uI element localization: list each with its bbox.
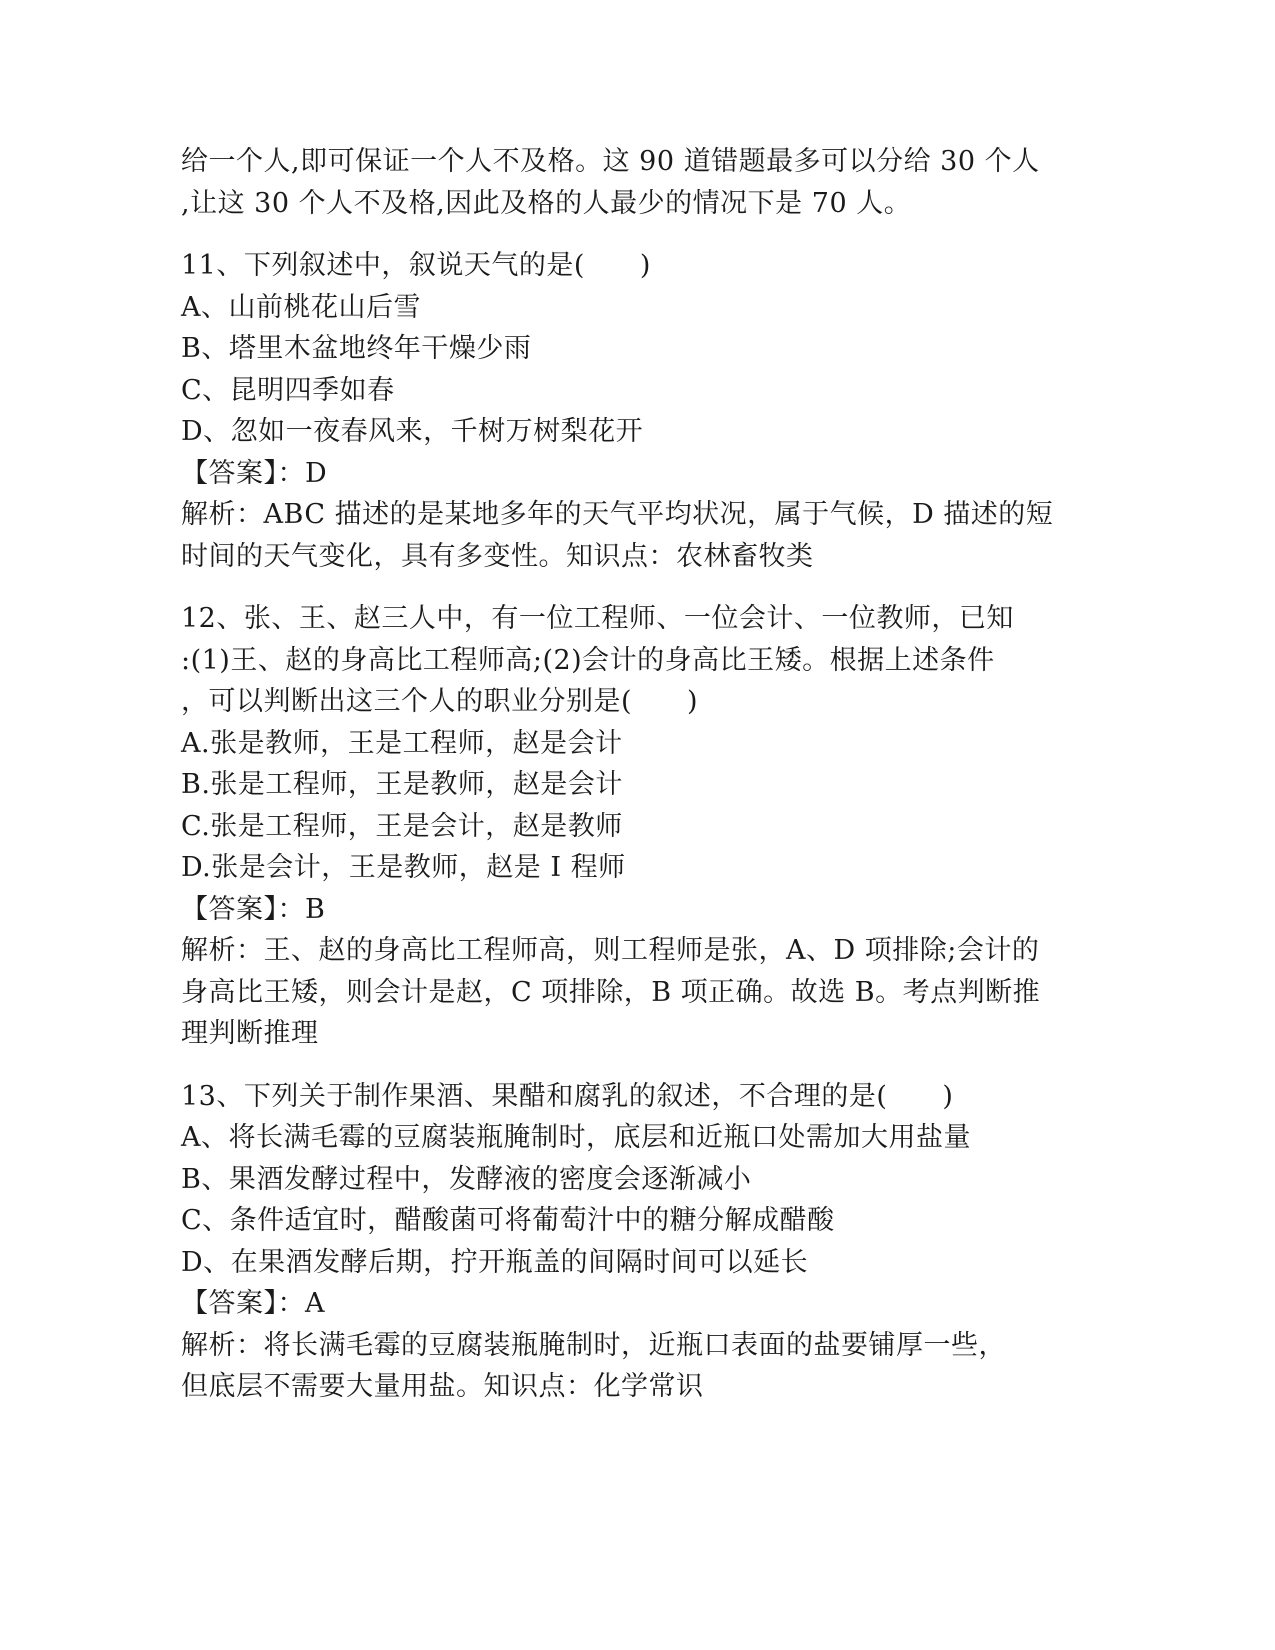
answer: 【答案】：B — [181, 893, 326, 925]
analysis-line: 身高比王矮，则会计是赵，C 项排除，B 项正确。故选 B。考点判断推 — [181, 976, 1041, 1008]
question-12 — [181, 598, 1061, 1055]
analysis-line: 但底层不需要大量用盐。知识点：化学常识 — [181, 1371, 704, 1402]
option-a: A.张是教师，王是工程师，赵是会计 — [181, 727, 623, 759]
option-a: A、将长满毛霉的豆腐装瓶腌制时，底层和近瓶口处需加大用盐量 — [181, 1122, 971, 1153]
option-b: B、果酒发酵过程中，发酵液的密度会逐渐减小 — [181, 1163, 752, 1195]
intro-analysis — [181, 141, 1061, 224]
question-stem: ，可以判断出这三个人的职业分别是( ) — [181, 686, 699, 717]
answer: 【答案】：D — [181, 457, 328, 489]
option-d: D、忽如一夜春风来，千树万树梨花开 — [181, 416, 644, 447]
analysis-line: 解析：王、赵的身高比工程师高，则工程师是张，A、D 项排除;会计的 — [181, 935, 1040, 966]
answer: 【答案】：A — [181, 1288, 325, 1319]
text-line: ,让这 30 个人不及格,因此及格的人最少的情况下是 70 人。 — [181, 187, 912, 219]
question-stem: :(1)王、赵的身高比工程师高;(2)会计的身高比王矮。根据上述条件 — [181, 644, 995, 676]
analysis-line: 解析：将长满毛霉的豆腐装瓶腌制时，近瓶口表面的盐要铺厚一些， — [181, 1329, 1006, 1361]
option-b: B、塔里木盆地终年干燥少雨 — [181, 333, 532, 364]
option-d: D.张是会计，王是教师，赵是 I 程师 — [181, 852, 626, 883]
option-c: C.张是工程师，王是会计，赵是教师 — [181, 810, 623, 842]
option-c: C、条件适宜时，醋酸菌可将葡萄汁中的糖分解成醋酸 — [181, 1205, 835, 1236]
question-stem: 11、下列叙述中，叙说天气的是( ) — [181, 250, 651, 281]
text-line: 给一个人,即可保证一个人不及格。这 90 道错题最多可以分给 30 个人 — [181, 146, 1040, 177]
option-d: D、在果酒发酵后期，拧开瓶盖的间隔时间可以延长 — [181, 1246, 809, 1278]
option-c: C、昆明四季如春 — [181, 374, 395, 406]
analysis-line: 时间的天气变化，具有多变性。知识点：农林畜牧类 — [181, 540, 814, 572]
analysis-line: 理判断推理 — [181, 1018, 319, 1049]
document-page — [181, 141, 1061, 1408]
question-stem: 13、下列关于制作果酒、果醋和腐乳的叙述，不合理的是( ) — [181, 1080, 954, 1112]
question-13 — [181, 1076, 1061, 1408]
option-a: A、山前桃花山后雪 — [181, 291, 421, 323]
question-stem: 12、张、王、赵三人中，有一位工程师、一位会计、一位教师，已知 — [181, 603, 1014, 634]
option-b: B.张是工程师，王是教师，赵是会计 — [181, 769, 623, 800]
analysis-line: 解析：ABC 描述的是某地多年的天气平均状况，属于气候，D 描述的短 — [181, 499, 1054, 530]
question-11 — [181, 245, 1061, 577]
